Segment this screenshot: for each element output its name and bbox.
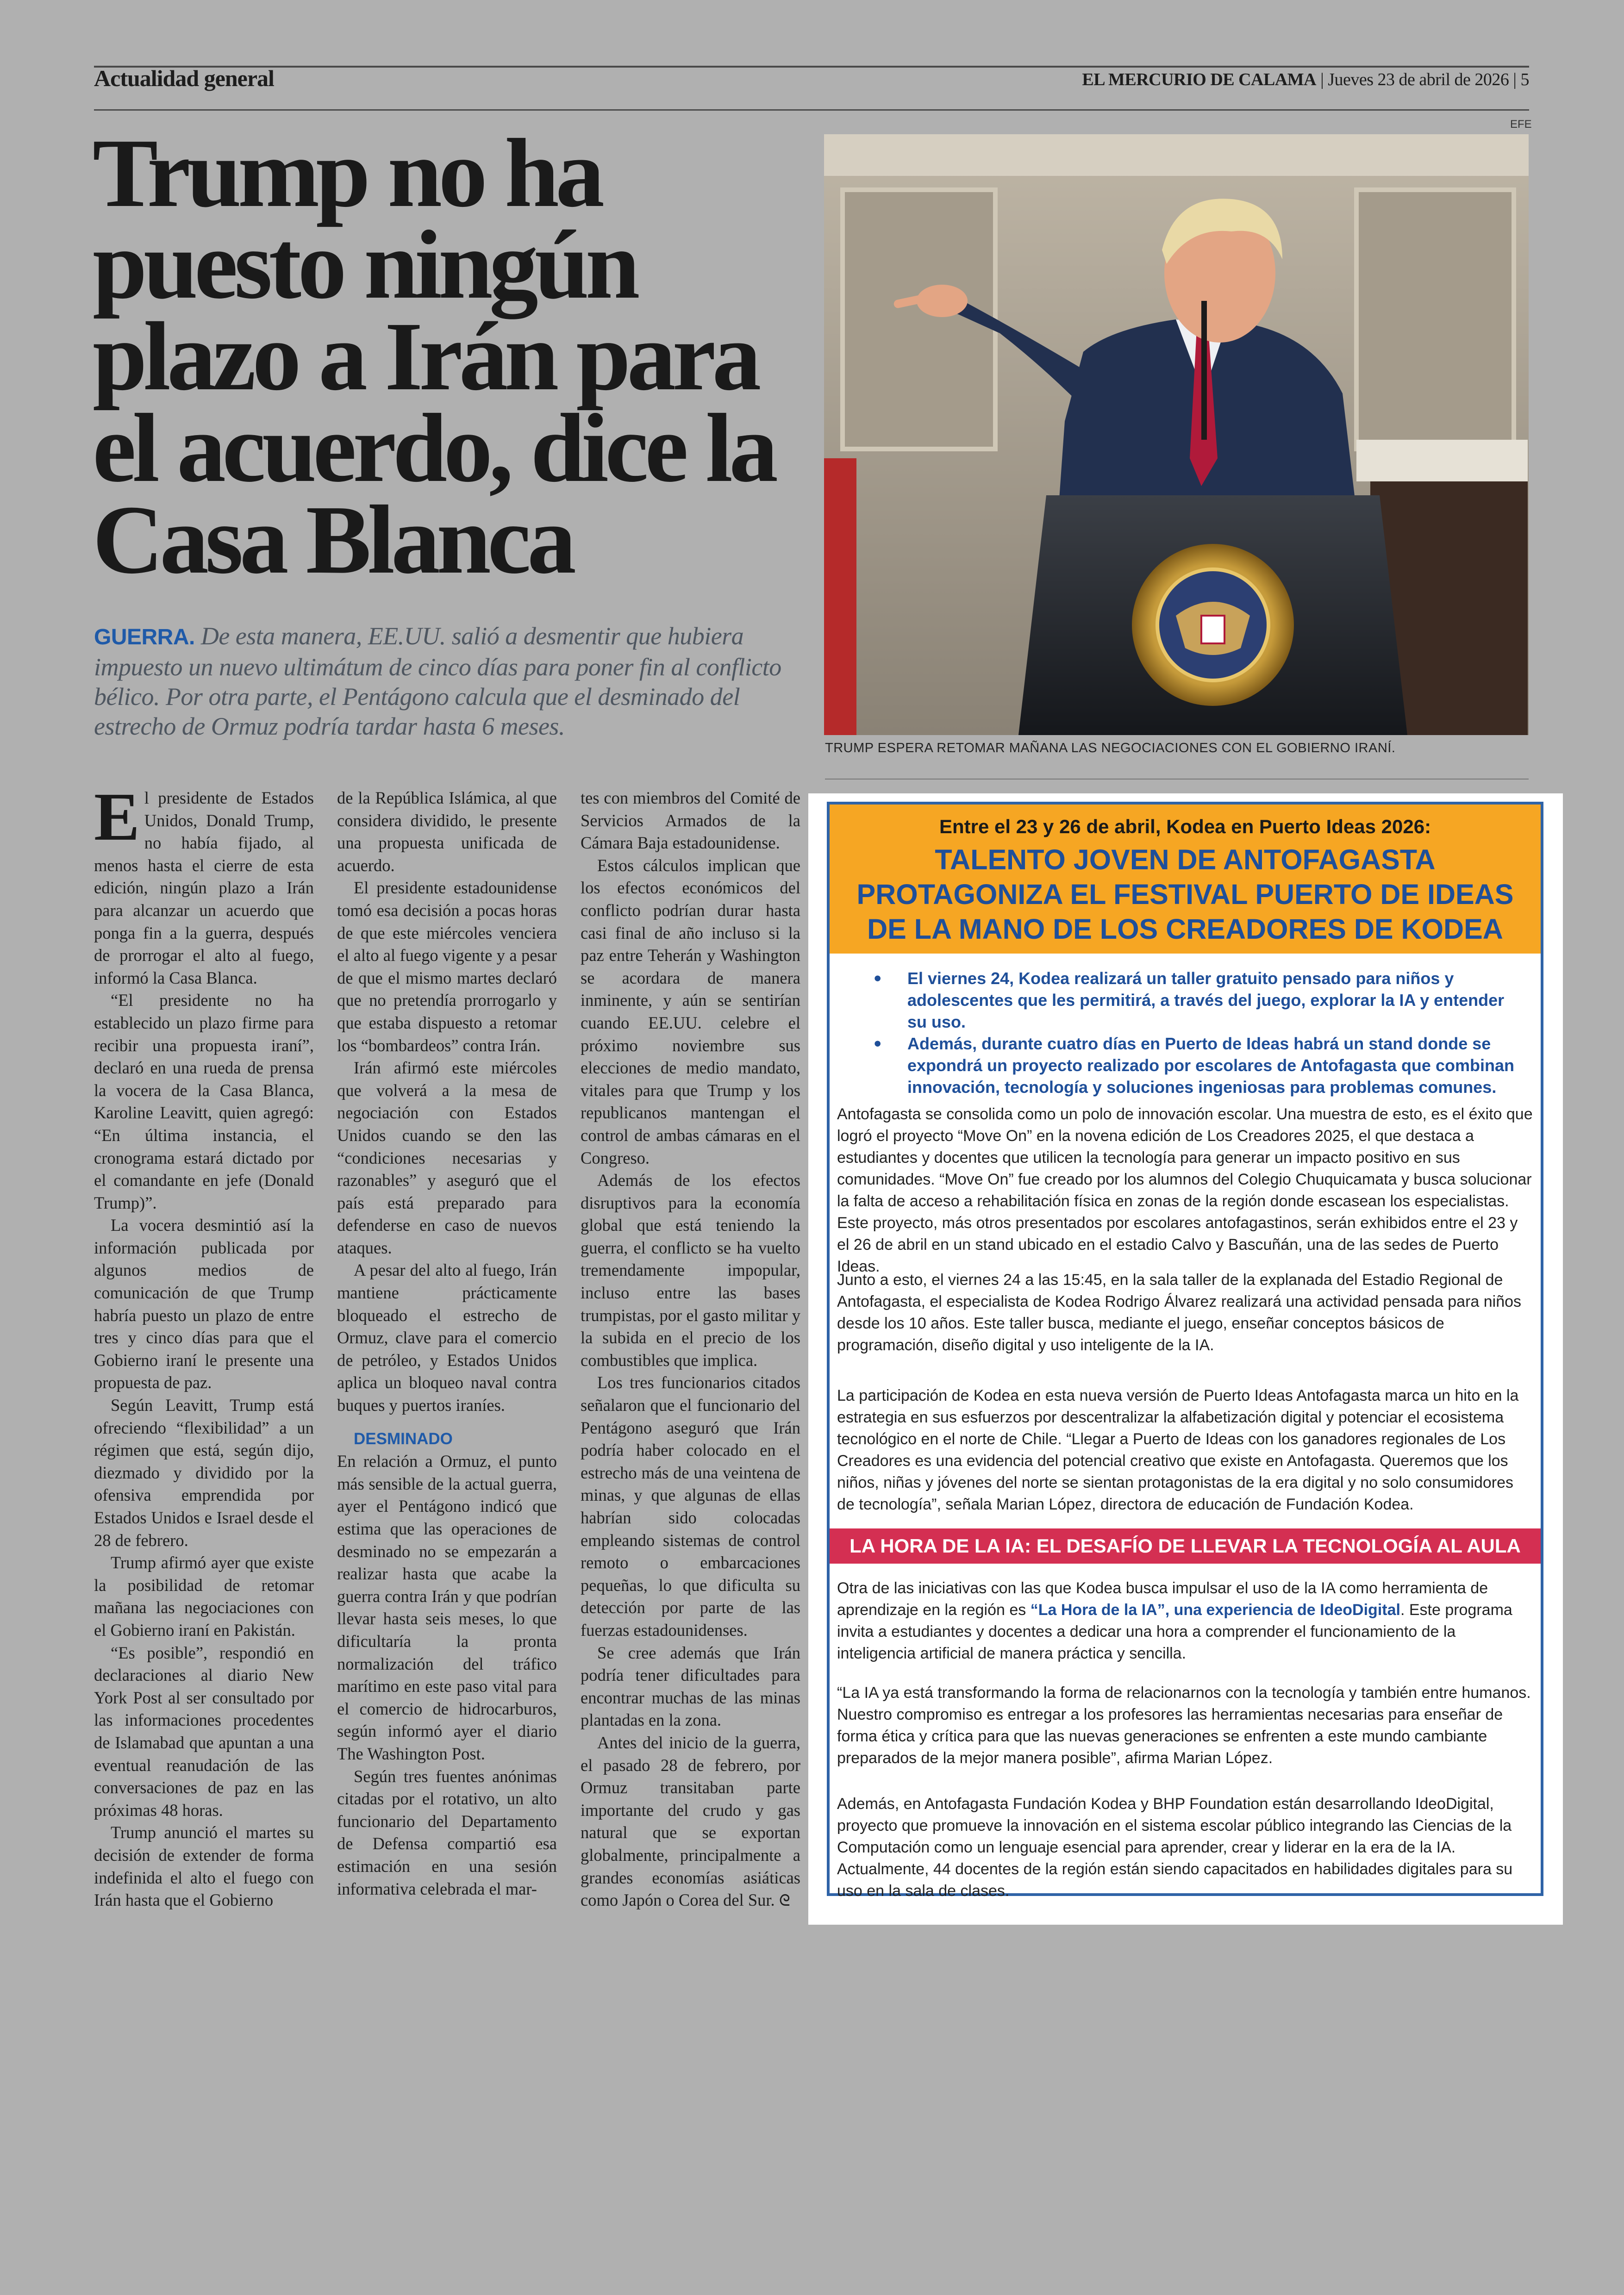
subhead-kicker: GUERRA. [94, 625, 195, 649]
ad-paragraph: Junto a esto, el viernes 24 a las 15:45, en la sala taller de la explanada del Estadio Regional de Antofagasta, el especialista de Kodea Rodrigo Álvarez realizará una actividad pensada para niños desde los 10 años. Este taller busca, mediante el juego, enseñar conceptos básicos de programación, diseño digital y uso inteligente de la IA. [837, 1271, 1522, 1354]
ad-kicker: Entre el 23 y 26 de abril, Kodea en Puerto Ideas 2026: [939, 816, 1431, 837]
masthead [1082, 69, 1529, 90]
paragraph: Se cree además que Irán podría tener dificultades para encontrar muchas de las minas plantadas en la zona. [581, 1643, 800, 1730]
paragraph: “El presidente no ha establecido un plazo firme para recibir una propuesta iraní”, declaró en una rueda de prensa la vocera de la Casa Blanca, Karoline Leavitt, quien agregó: “En última instancia, el cronograma estará dictado por el comandante en jefe (Donald Trump)”. [94, 991, 314, 1212]
paragraph: El presidente estadounidense tomó esa decisión a pocas horas de que este miércoles venciera el alto al fuego vigente y a pesar de que el mismo martes declaró que no pretendía prorrogarlo y que estaba dispuesto a retomar los “bombardeos” contra Irán. [337, 878, 557, 1055]
trump-podium-photo [824, 134, 1529, 735]
ad-banner [830, 804, 1541, 954]
paragraph: Irán afirmó este miércoles que volverá a la mesa de negociación con Estados Unidos cuando se den las “condiciones necesarias y razonables” y aseguró que el país está preparado para defenderse en caso de nuevos ataques. [337, 1058, 557, 1257]
dropcap: E [94, 779, 140, 855]
ad-bullet: • Además, durante cuatro días en Puerto de Ideas habrá un stand donde se expondrá un proyecto realizado por escolares de Antofagasta que combinan innovación, tecnología y soluciones ingeniosas para problemas comunes. [870, 1033, 1518, 1098]
paragraph: de la República Islámica, al que considera dividido, le presente una propuesta unificada de acuerdo. [337, 788, 557, 875]
paragraph: Según tres fuentes anónimas citadas por el rotativo, un alto funcionario del Departamento de Defensa compartió esa estimación en una sesión informativa celebrada el mar- [337, 1766, 557, 1898]
paragraph: En relación a Ormuz, el punto más sensible de la actual guerra, ayer el Pentágono indicó que estima que las operaciones de desminado no se empezarán a realizar hasta que acabe la guerra contra Irán y que podrían llevar hasta seis meses, lo que dificultaría la pronta normalización del tráfico marítimo en este paso vital para el comercio de hidrocarburos, según informó ayer el diario The Washington Post. [337, 1452, 557, 1763]
paragraph: Además de los efectos disruptivos para la economía global que está teniendo la guerra, el conflicto se ha vuelto tremendamente impopular, incluso entre las bases trumpistas, por el gasto militar y la subida en el precio de los combustibles que implica. [581, 1171, 800, 1370]
paragraph: Trump anunció el martes su decisión de extender de forma indefinida el alto el fuego con Irán hasta que el Gobierno [94, 1823, 314, 1910]
ad-bullet-list [870, 967, 1518, 1098]
kodea-advertisement [808, 793, 1563, 1925]
end-mark-icon: ᘓ [779, 1891, 790, 1910]
newspaper-name: EL MERCURIO DE CALAMA [1082, 70, 1317, 89]
photo-illustration [824, 134, 1529, 735]
paragraph: La vocera desmintió así la información publicada por algunos medios de comunicación de que Trump habría puesto un plazo de entre tres y cinco días para que el Gobierno iraní le presente una propuesta de paz. [94, 1216, 314, 1392]
subhead-text: De esta manera, EE.UU. salió a desmentir que hubiera impuesto un nuevo ultimátum de cinco días para poner fin al conflicto bélico. Por otra parte, el Pentágono calcula que el desminado del estrecho de Ormuz podría tardar hasta 6 meses. [94, 622, 781, 740]
ad-title: TALENTO JOVEN DE ANTOFAGASTA PROTAGONIZA EL FESTIVAL PUERTO DE IDEAS DE LA MANO DE LOS CREADORES DE KODEA [856, 844, 1514, 945]
ad-paragraph: “La IA ya está transformando la forma de relacionarnos con la tecnología y también entre humanos. Nuestro compromiso es entregar a los profesores las herramientas necesarias para enseñar de forma ética y crítica para que las nuevas generaciones se enfrenten a este mundo cambiante preparados de la mejor manera posible”, afirma Marian López. [837, 1684, 1531, 1767]
article-column-1 [94, 779, 314, 1912]
paragraph: A pesar del alto al fuego, Irán mantiene prácticamente bloqueado el estrecho de Ormuz, clave para el comercio de petróleo, y Estados Unidos aplica un bloqueo naval contra buques y puertos iraníes. [337, 1260, 557, 1415]
paragraph: Trump afirmó ayer que existe la posibilidad de retomar mañana las negociaciones con el Gobierno iraní en Pakistán. [94, 1553, 314, 1640]
paragraph: Según Leavitt, Trump está ofreciendo “flexibilidad” a un régimen que está, según dijo, diezmado y dividido por la ofensiva emprendida por Estados Unidos e Israel desde el 28 de febrero. [94, 1396, 314, 1550]
ad-highlight: “La Hora de la IA”, una experiencia de IdeoDigital [1030, 1601, 1400, 1619]
ad-section-bar [830, 1528, 1541, 1564]
paragraph: “Es posible”, respondió en declaraciones al diario New York Post al ser consultado por las informaciones procedentes de Islamabad que apuntan a una eventual reanudación de las conversaciones de paz en las próximas 48 horas. [94, 1643, 314, 1820]
paragraph: Los tres funcionarios citados señalaron que el funcionario del Pentágono aseguró que Irán podría haber colocado en el estrecho más de una veintena de minas, y que algunas de ellas habrían sido colocadas empleando sistemas de control remoto o embarcaciones pequeñas, lo que dificulta su detección por parte de las fuerzas estadounidenses. [581, 1373, 800, 1640]
issue-date: | Jueves 23 de abril de 2026 | 5 [1320, 70, 1529, 89]
ad-text: . Este programa invita a estudiantes y docentes a dedicar una hora a comprender el funcionamiento de la inteligencia artificial de manera práctica y sencilla. [837, 1601, 1512, 1662]
caption-rule [825, 779, 1529, 780]
ad-text: Otra de las iniciativas con las que Kodea busca impulsar el uso de la IA como herramienta de aprendizaje en la región es [837, 1579, 1488, 1619]
section-subhead: DESMINADO [354, 1429, 453, 1448]
ad-paragraph [837, 1578, 1534, 1665]
ad-paragraph: Además, en Antofagasta Fundación Kodea y BHP Foundation están desarrollando IdeoDigital, proyecto que promueve la innovación en el sistema escolar público integrando las Ciencias de la Computación como un lenguaje esencial para aprender, crear y liderar en la era de la IA. Actualmente, 44 docentes de la región están siendo capacitados en habilidades digitales para su uso en la sala de clases. [837, 1795, 1513, 1900]
paragraph: l presidente de Estados Unidos, Donald Trump, no había fijado, al menos hasta el cierre de esta edición, ningún plazo a Irán para alcanzar un acuerdo que ponga fin a la guerra, después de prorrogar el alto al fuego, informó la Casa Blanca. [94, 788, 314, 987]
photo-caption: TRUMP ESPERA RETOMAR MAÑANA LAS NEGOCIACIONES CON EL GOBIERNO IRANÍ. [825, 741, 1396, 755]
section-title: Actualidad general [94, 65, 274, 91]
paragraph: tes con miembros del Comité de Servicios Armados de la Cámara Baja estadounidense. [581, 788, 800, 853]
ad-section-title: LA HORA DE LA IA: EL DESAFÍO DE LLEVAR LA TECNOLOGÍA AL AULA [849, 1535, 1521, 1557]
headline: Trump no ha puesto ningún plazo a Irán para el acuerdo, dice la Casa Blanca [93, 118, 775, 594]
ad-paragraph: La participación de Kodea en esta nueva versión de Puerto Ideas Antofagasta marca un hito en la estrategia en sus esfuerzos por descentralizar la alfabetización digital y potenciar el ecosistema tecnológico en el norte de Chile. “Llegar a Puerto de Ideas con los ganadores regionales de Los Creadores es una evidencia del potencial creativo que existe en Antofagasta. Queremos que los niños, niñas y jóvenes del norte se sientan protagonistas de la era digital y no solo consumidores de tecnología”, señala Marian López, directora de educación de Fundación Kodea. [837, 1387, 1519, 1513]
article-column-2 [337, 787, 557, 1900]
subhead [94, 621, 807, 741]
article-column-3 [581, 787, 800, 1912]
paragraph: Estos cálculos implican que los efectos económicos del conflicto podrían durar hasta casi final de año incluso si la paz entre Teherán y Washington se acordara de manera inminente, y aún se sentirían cuando EE.UU. celebre el próximo noviembre sus elecciones de medio mandato, vitales para que Trump y los republicanos mantengan el control de ambas cámaras en el Congreso. [581, 855, 800, 1167]
ad-frame [827, 802, 1543, 1900]
ad-paragraph: Antofagasta se consolida como un polo de innovación escolar. Una muestra de esto, es el éxito que logró el proyecto “Move On” en la novena edición de Los Creadores 2025, el que destaca a estudiantes y docentes que utilicen la tecnología para generar un impacto positivo en sus comunidades. “Move On” fue creado por los alumnos del Colegio Chuquicamata y busca solucionar la falta de acceso a rehabilitación física en zonas de la región donde escasean los especialistas. Este proyecto, más otros presentados por escolares antofagastinos, serán exhibidos entre el 23 y el 26 de abril en un stand ubicado en el estadio Calvo y Bascuñán, una de las sedes de Puerto Ideas. [837, 1105, 1533, 1275]
ad-bullet: • El viernes 24, Kodea realizará un taller gratuito pensado para niños y adolescentes que les permitirá, a través del juego, explorar la IA y entender su uso. [870, 967, 1518, 1033]
photo-credit: EFE [1510, 118, 1532, 131]
header-rule [94, 109, 1529, 111]
top-rule [94, 66, 1529, 68]
paragraph: Antes del inicio de la guerra, el pasado 28 de febrero, por Ormuz transitaban parte importante del crudo y gas natural que se exportan globalmente, principalmente a grandes economías asiáticas como Japón o Corea del Sur. [581, 1733, 800, 1910]
